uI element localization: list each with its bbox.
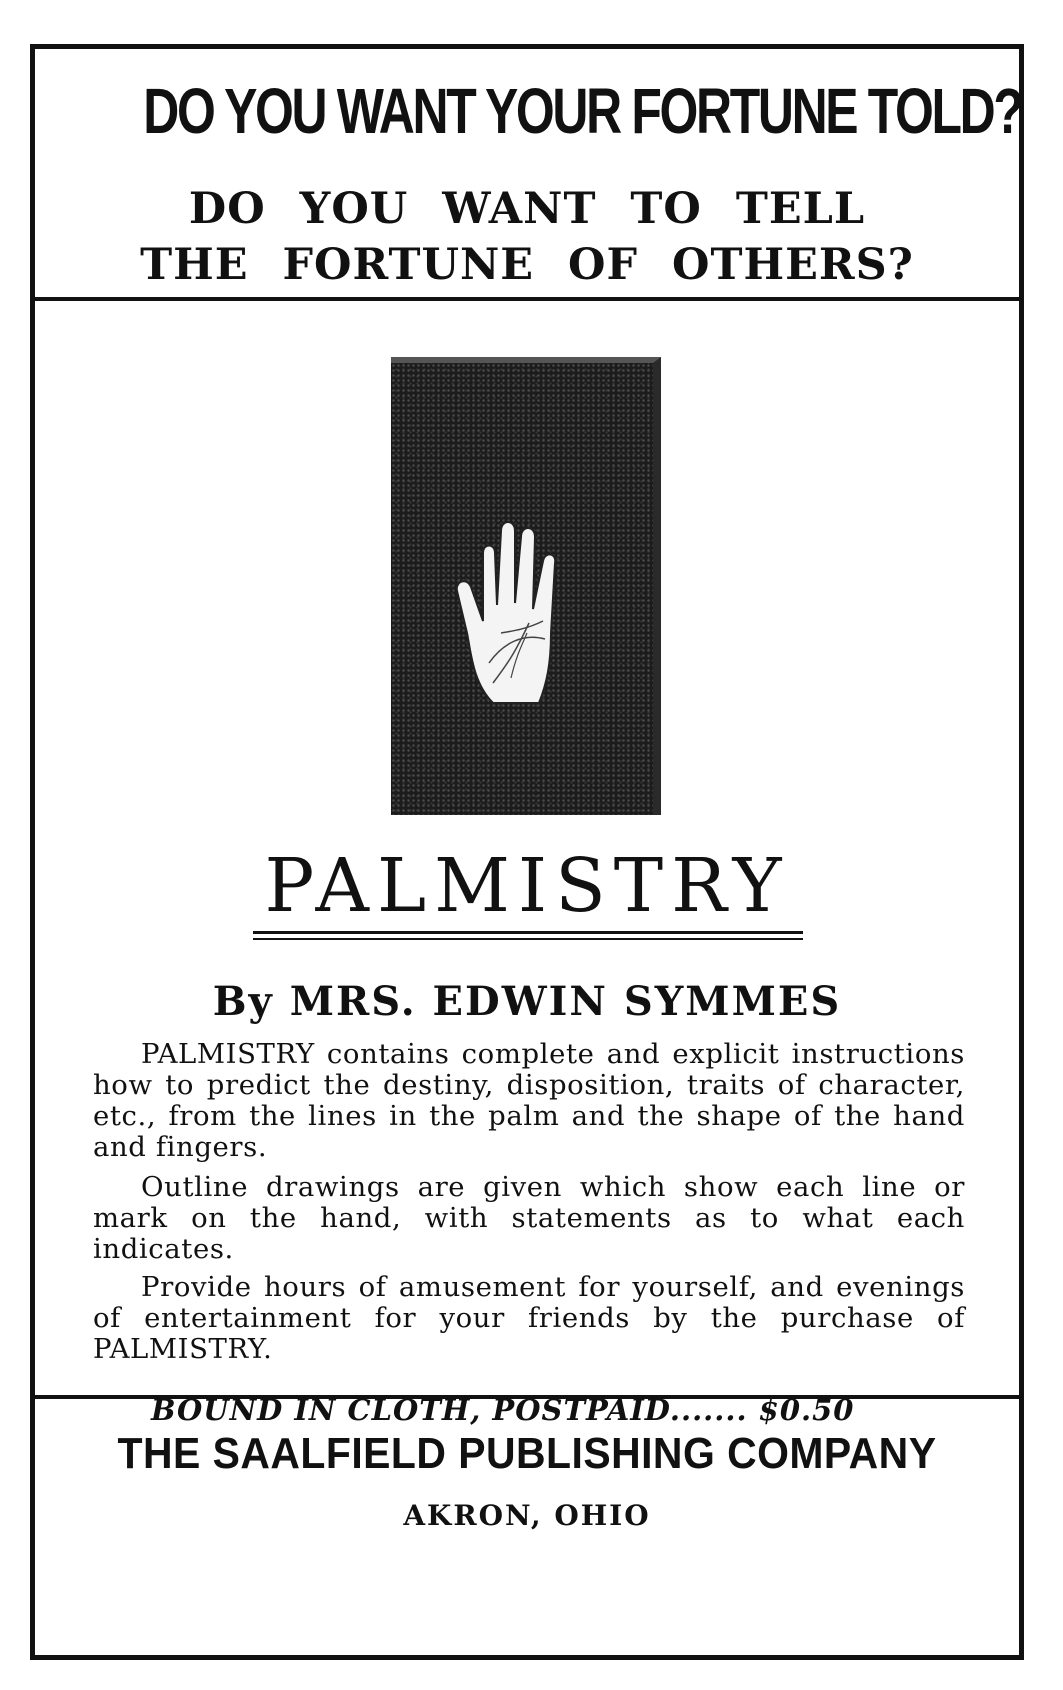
description-paragraph: Provide hours of amusement for yourself, and evenings of entertainment for your friends by the purchase of PALMISTRY. xyxy=(93,1271,965,1365)
book-title: PALMISTRY xyxy=(264,843,790,929)
description-paragraph: Outline drawings are given which show each line or mark on the hand, with statements as to what each indicates. xyxy=(93,1171,965,1265)
title-underline xyxy=(253,931,803,934)
description-paragraph: PALMISTRY contains complete and explicit instructions how to predict the destiny, disposition, traits of character, etc., from the lines in the palm and the shape of the hand and fingers. xyxy=(93,1038,965,1163)
publisher-footer xyxy=(35,1395,1019,1655)
publisher-name: THE SAALFIELD PUBLISHING COMPANY xyxy=(117,1429,937,1478)
price-line: BOUND IN CLOTH, POSTPAID....... $0.50 xyxy=(151,1393,855,1427)
book-cover-illustration xyxy=(391,357,661,815)
subheadline: DO YOU WANT TO TELL THE FORTUNE OF OTHERS? xyxy=(140,184,914,290)
headline-block xyxy=(35,49,1022,301)
headline: DO YOU WANT YOUR FORTUNE TOLD? xyxy=(143,75,1022,147)
title-underline xyxy=(253,938,803,940)
palm-hand-icon xyxy=(453,513,583,713)
book-author: By MRS. EDWIN SYMMES xyxy=(212,978,842,1025)
advertisement-frame xyxy=(30,44,1024,1660)
publisher-location: AKRON, OHIO xyxy=(403,1499,651,1532)
